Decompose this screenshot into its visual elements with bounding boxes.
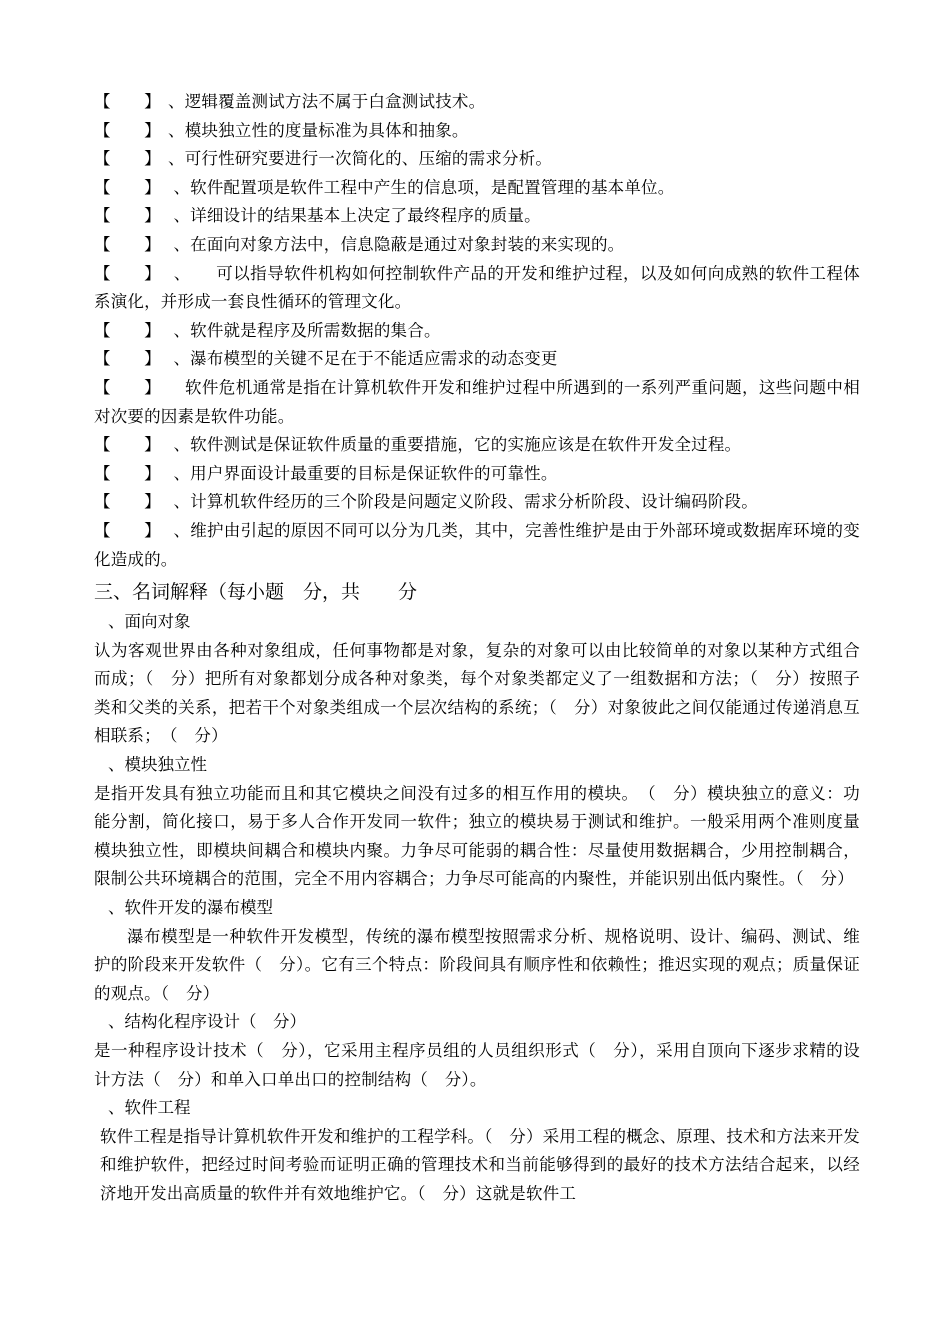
term-body: 是指开发具有独立功能而且和其它模块之间没有过多的相互作用的模块。 （ 分）模块独立的意义：功能分割，简化接口，易于多人合作开发同一软件；独立的模块易于测试和维护。一般采用两个准则度量模块独立性，即模块间耦合和模块内聚。力争尽可能弱的耦合性：尽量使用数据耦合，少用控制耦合，限制公共环境耦合的范围，完全不用内容耦合；力争尽可能高的内聚性，并能识别出低内聚性。（ 分） <box>94 783 860 889</box>
tf-item-5 <box>94 202 860 231</box>
term-title: 、面向对象 <box>108 612 191 632</box>
section-heading: 三、名词解释（每小题 分，共 分 <box>94 581 418 604</box>
tf-statement: 、软件就是程序及所需数据的集合。 <box>168 320 441 340</box>
term-title: 、模块独立性 <box>108 755 207 775</box>
tf-item-7 <box>94 260 860 317</box>
tf-item-14 <box>94 517 860 574</box>
term-body: 瀑布模型是一种软件开发模型，传统的瀑布模型按照需求分析、规格说明、设计、编码、测试、维护的阶段来开发软件（ 分）。它有三个特点：阶段间具有顺序性和依赖性；推迟实现的观点；质量保证的观点。（ 分） <box>94 926 860 1003</box>
tf-statement: 、瀑布模型的关键不足在于不能适应需求的动态变更 <box>168 349 558 369</box>
term-body: 软件工程是指导计算机软件开发和维护的工程学科。（ 分）采用工程的概念、原理、技术和方法来开发和维护软件，把经过时间考验而证明正确的管理技术和当前能够得到的最好的技术方法结合起来，以经济地开发出高质量的软件并有效地维护它。（ 分）这就是软件工 <box>100 1126 860 1203</box>
tf-statement: 、软件测试是保证软件质量的重要措施，它的实施应该是在软件开发全过程。 <box>168 435 742 455</box>
tf-statement: 、维护由引起的原因不同可以分为几类，其中，完善性维护是由于外部环境或数据库环境的变化造成的。 <box>94 520 860 569</box>
answer-bracket: 【 】 <box>94 92 161 111</box>
tf-item-9 <box>94 345 860 374</box>
tf-statement: 、逻辑覆盖测试方法不属于白盒测试技术。 <box>168 92 486 111</box>
tf-item-2 <box>94 117 860 146</box>
term-body: 认为客观世界由各种对象组成，任何事物都是对象，复杂的对象可以由比较简单的对象以某种方式组合而成；（ 分）把所有对象都划分成各种对象类，每个对象类都定义了一组数据和方法；（ 分）按照子类和父类的关系，把若干个对象类组成一个层次结构的系统；（ 分）对象彼此之间仅能通过传递消息互相联系； （ 分） <box>94 640 860 746</box>
tf-item-10 <box>94 374 860 431</box>
true-false-section <box>94 88 860 574</box>
answer-bracket: 【 】 <box>94 149 161 169</box>
tf-statement: 、 可以指导软件机构如何控制软件产品的开发和维护过程，以及如何向成熟的软件工程体系演化，并形成一套良性循环的管理文化。 <box>94 263 860 312</box>
tf-item-13 <box>94 488 860 517</box>
answer-bracket: 【 】 <box>94 320 161 340</box>
answer-bracket: 【 】 <box>94 120 161 140</box>
answer-bracket: 【 】 <box>94 520 161 540</box>
tf-statement: 、用户界面设计最重要的目标是保证软件的可靠性。 <box>168 463 558 483</box>
answer-bracket: 【 】 <box>94 177 161 197</box>
term-title: 、软件工程 <box>108 1098 191 1118</box>
answer-bracket: 【 】 <box>94 206 161 226</box>
tf-statement: 、在面向对象方法中，信息隐蔽是通过对象封装的来实现的。 <box>168 234 625 254</box>
answer-bracket: 【 】 <box>94 435 161 455</box>
answer-bracket: 【 】 <box>94 463 161 483</box>
answer-bracket: 【 】 <box>94 234 161 254</box>
tf-statement: 、计算机软件经历的三个阶段是问题定义阶段、需求分析阶段、设计编码阶段。 <box>168 492 758 512</box>
tf-statement: 、可行性研究要进行一次简化的、压缩的需求分析。 <box>168 149 553 169</box>
term-explanation-section <box>94 576 860 1208</box>
tf-item-1 <box>94 88 860 117</box>
tf-item-12 <box>94 460 860 489</box>
tf-statement: 软件危机通常是指在计算机软件开发和维护过程中所遇到的一系列严重问题，这些问题中相对次要的因素是软件功能。 <box>94 377 860 426</box>
tf-item-4 <box>94 174 860 203</box>
tf-item-6 <box>94 231 860 260</box>
tf-item-11 <box>94 431 860 460</box>
answer-bracket: 【 】 <box>94 492 161 512</box>
tf-statement: 、详细设计的结果基本上决定了最终程序的质量。 <box>168 206 541 226</box>
term-title: 、软件开发的瀑布模型 <box>108 898 273 918</box>
tf-statement: 、软件配置项是软件工程中产生的信息项，是配置管理的基本单位。 <box>168 177 675 197</box>
answer-bracket: 【 】 <box>94 263 161 283</box>
tf-item-8 <box>94 317 860 346</box>
term-title: 、结构化程序设计（ 分） <box>108 1012 306 1032</box>
answer-bracket: 【 】 <box>94 349 161 369</box>
tf-statement: 、模块独立性的度量标准为具体和抽象。 <box>168 120 469 140</box>
term-body: 是一种程序设计技术（ 分），它采用主程序员组的人员组织形式（ 分），采用自顶向下逐步求精的设计方法（ 分）和单入口单出口的控制结构（ 分）。 <box>94 1041 860 1089</box>
tf-item-3 <box>94 145 860 174</box>
answer-bracket: 【 】 <box>94 377 161 397</box>
